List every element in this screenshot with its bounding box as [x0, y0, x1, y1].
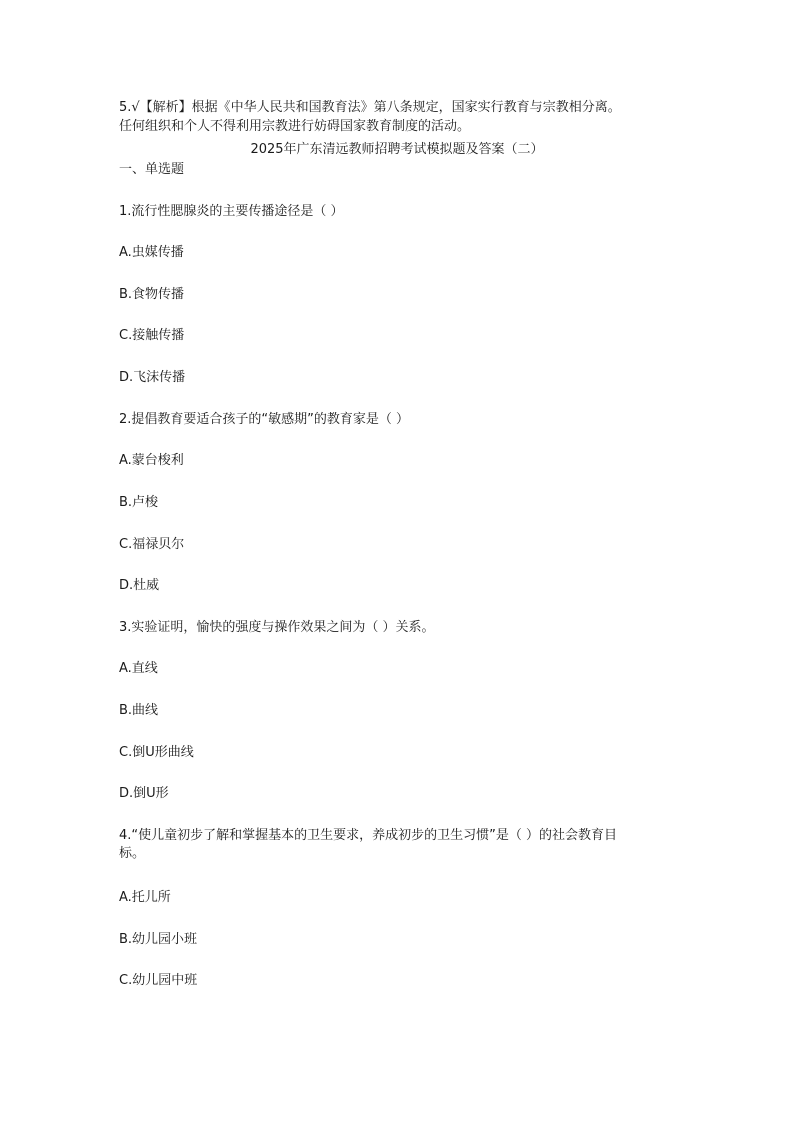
question-1-option-a: A.虫媒传播: [119, 245, 184, 260]
question-4-option-a: A.托儿所: [119, 890, 171, 905]
question-3-stem: 3.实验证明，愉快的强度与操作效果之间为（ ）关系。: [119, 620, 435, 635]
question-4-stem-line-2: 标。: [119, 846, 146, 861]
question-1-option-b: B.食物传播: [119, 287, 185, 302]
intro-line-2: 任何组织和个人不得利用宗教进行妨碍国家教育制度的活动。: [119, 119, 471, 134]
question-2-option-d: D.杜威: [119, 578, 160, 593]
question-4-option-b: B.幼儿园小班: [119, 932, 198, 947]
question-2-stem: 2.提倡教育要适合孩子的“敏感期”的教育家是（ ）: [119, 412, 410, 427]
question-4-stem-line-1: 4.“使儿童初步了解和掌握基本的卫生要求，养成初步的卫生习惯”是（ ）的社会教育目: [119, 828, 618, 843]
intro-line-1: 5.√【解析】根据《中华人民共和国教育法》第八条规定，国家实行教育与宗教相分离。: [119, 100, 621, 115]
question-1-option-c: C.接触传播: [119, 328, 185, 343]
question-3-option-a: A.直线: [119, 661, 158, 676]
question-2-option-b: B.卢梭: [119, 495, 159, 510]
section-heading: 一、单选题: [119, 162, 185, 177]
question-3-option-d: D.倒U形: [119, 786, 169, 801]
document-title: 2025年广东清远教师招聘考试模拟题及答案（二）: [250, 142, 544, 157]
question-1-option-d: D.飞沫传播: [119, 370, 186, 385]
question-4-option-c: C.幼儿园中班: [119, 973, 198, 988]
question-3-option-c: C.倒U形曲线: [119, 745, 194, 760]
question-1-stem: 1.流行性腮腺炎的主要传播途径是（ ）: [119, 204, 344, 219]
question-2-option-c: C.福禄贝尔: [119, 537, 185, 552]
question-3-option-b: B.曲线: [119, 703, 159, 718]
question-2-option-a: A.蒙台梭利: [119, 453, 184, 468]
